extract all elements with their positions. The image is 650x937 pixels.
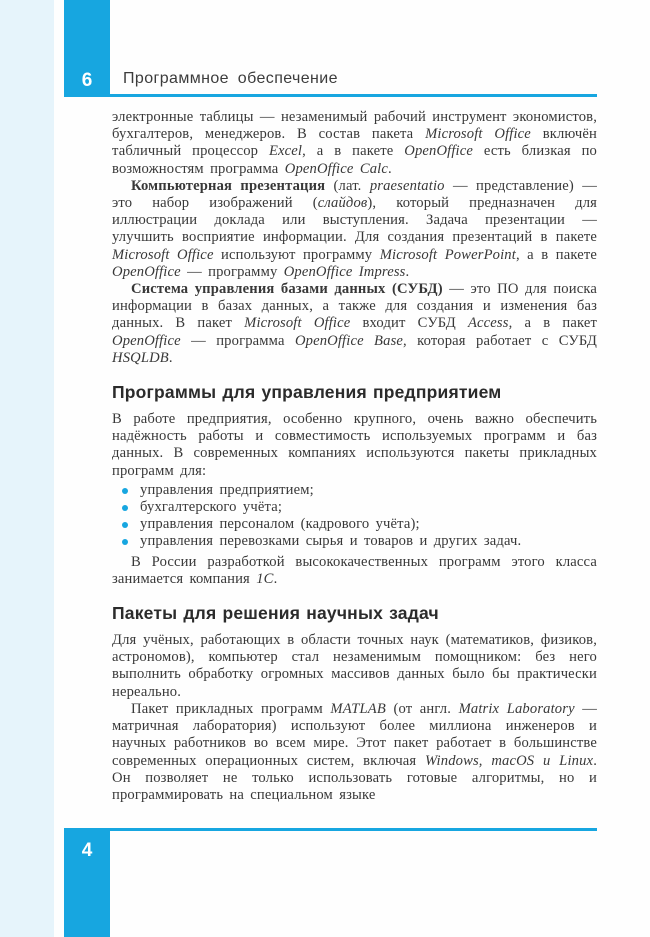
bullet-list <box>112 482 597 551</box>
paragraph <box>112 411 597 480</box>
text-run: включён табличный процессор <box>112 126 598 160</box>
italic-term: Microsoft Office <box>244 315 351 332</box>
text-run: — представление) — это набор изображений ( <box>112 177 597 212</box>
list-item-text: бухгалтерского учёта; <box>140 499 283 516</box>
text-run: ), который предназначен для иллюстрации доклада или выступления. Задача презентации — улучшить восприятие информации. Для создания презентаций в пакете <box>112 195 597 246</box>
text-run: (лат. <box>325 177 370 194</box>
text-run: , а в пакете <box>302 143 405 160</box>
section-heading: Пакеты для решения научных задач <box>112 603 439 624</box>
chapter-number: 6 <box>81 70 93 91</box>
bold-term: Система управления базами данных (СУБД) <box>131 281 443 298</box>
text-run: В России разработкой высококачественных программ этого класса занимается компания <box>112 553 597 587</box>
text-run: . <box>273 570 278 587</box>
list-item-text: управления персоналом (кадрового учёта); <box>140 516 420 533</box>
text-run: Пакет прикладных программ <box>131 700 331 717</box>
text-run: используют программу <box>213 246 380 263</box>
text-run: — матричная лаборатория) используют более миллиона инженеров и научных работников во всем мире. Этот пакет работает в большинстве современных операционных систем, включая <box>112 700 598 769</box>
text-run: , а в пакете <box>515 246 598 263</box>
italic-term: HSQLDB <box>112 349 169 366</box>
text-run: (от англ. <box>385 700 459 717</box>
italic-term: OpenOffice Calc <box>284 160 388 177</box>
text-run: . <box>168 349 173 366</box>
italic-term: praesentatio <box>369 177 445 194</box>
italic-term: слайдов <box>317 195 368 212</box>
chapter-number-box <box>64 0 110 97</box>
bold-term: Компьютерная презентация <box>131 177 326 194</box>
text-run: — программа <box>180 332 295 349</box>
italic-term: Windows, macOS и Linux <box>425 752 594 769</box>
text-run: — программу <box>180 263 284 280</box>
italic-term: Matrix Laboratory <box>458 700 575 717</box>
list-item <box>112 499 597 516</box>
bullet-dot-icon <box>122 505 128 511</box>
bullet-dot-icon <box>122 522 128 528</box>
italic-term: Excel <box>268 143 303 160</box>
italic-term: Microsoft Office <box>425 126 531 143</box>
bullet-dot-icon <box>122 539 128 545</box>
text-run: , а в пакет <box>508 315 597 332</box>
paragraph <box>112 109 597 178</box>
italic-term: OpenOffice Impress <box>283 263 406 280</box>
paragraph <box>112 632 597 701</box>
text-run: входит СУБД <box>350 315 468 332</box>
footer-rule <box>110 828 597 831</box>
list-item-text: управления перевозками сырья и товаров и других задач. <box>140 533 522 550</box>
text-run: . <box>405 263 410 280</box>
italic-term: OpenOffice <box>112 263 181 280</box>
list-item <box>112 533 597 550</box>
italic-term: 1C <box>256 570 274 587</box>
text-run: электронные таблицы — незаменимый рабочий инструмент экономистов, бухгалтеров, менеджеров. В состав пакета <box>112 109 597 143</box>
list-item-text: управления предприятием; <box>140 481 314 498</box>
page-number-box <box>64 828 110 937</box>
text-run: — это ПО для поиска информации в базах данных, а также для создания и изменения баз данных. В пакет <box>112 281 597 332</box>
list-item <box>112 482 597 499</box>
header-rule <box>110 94 597 97</box>
text-run: Для учёных, работающих в области точных наук (математиков, физиков, астрономов), компьютер стал незаменимым помощником: без него выполнить обработку огромных массивов данных было бы практически нереально. <box>112 632 597 700</box>
bullet-dot-icon <box>122 488 128 494</box>
paragraph <box>112 281 597 367</box>
text-run: . <box>387 160 392 177</box>
left-margin-strip <box>0 0 54 937</box>
page-content <box>112 109 597 804</box>
italic-term: OpenOffice <box>404 143 474 160</box>
italic-term: Microsoft Office <box>112 246 214 263</box>
paragraph <box>112 554 597 588</box>
text-run: В работе предприятия, особенно крупного, очень важно обеспечить надёжность работы и совместимость используемых программ и баз данных. В современных компаниях используются пакеты прикладных программ для: <box>112 411 597 479</box>
italic-term: Microsoft PowerPoint <box>379 246 516 263</box>
running-header-title: Программное обеспечение <box>123 70 338 87</box>
text-run: , которая работает с СУБД <box>403 332 597 349</box>
italic-term: OpenOffice Base <box>294 332 404 349</box>
text-run: . Он позволяет не только использовать готовые алгоритмы, но и программировать на специальном языке <box>112 752 597 803</box>
text-run: есть близкая по возможностям программа <box>112 143 597 177</box>
list-item <box>112 516 597 533</box>
paragraph <box>112 178 597 281</box>
section-heading: Программы для управления предприятием <box>112 382 502 403</box>
italic-term: MATLAB <box>330 700 386 717</box>
italic-term: Access <box>467 315 509 332</box>
paragraph <box>112 701 597 804</box>
italic-term: OpenOffice <box>112 332 181 349</box>
page-number: 4 <box>81 840 93 861</box>
